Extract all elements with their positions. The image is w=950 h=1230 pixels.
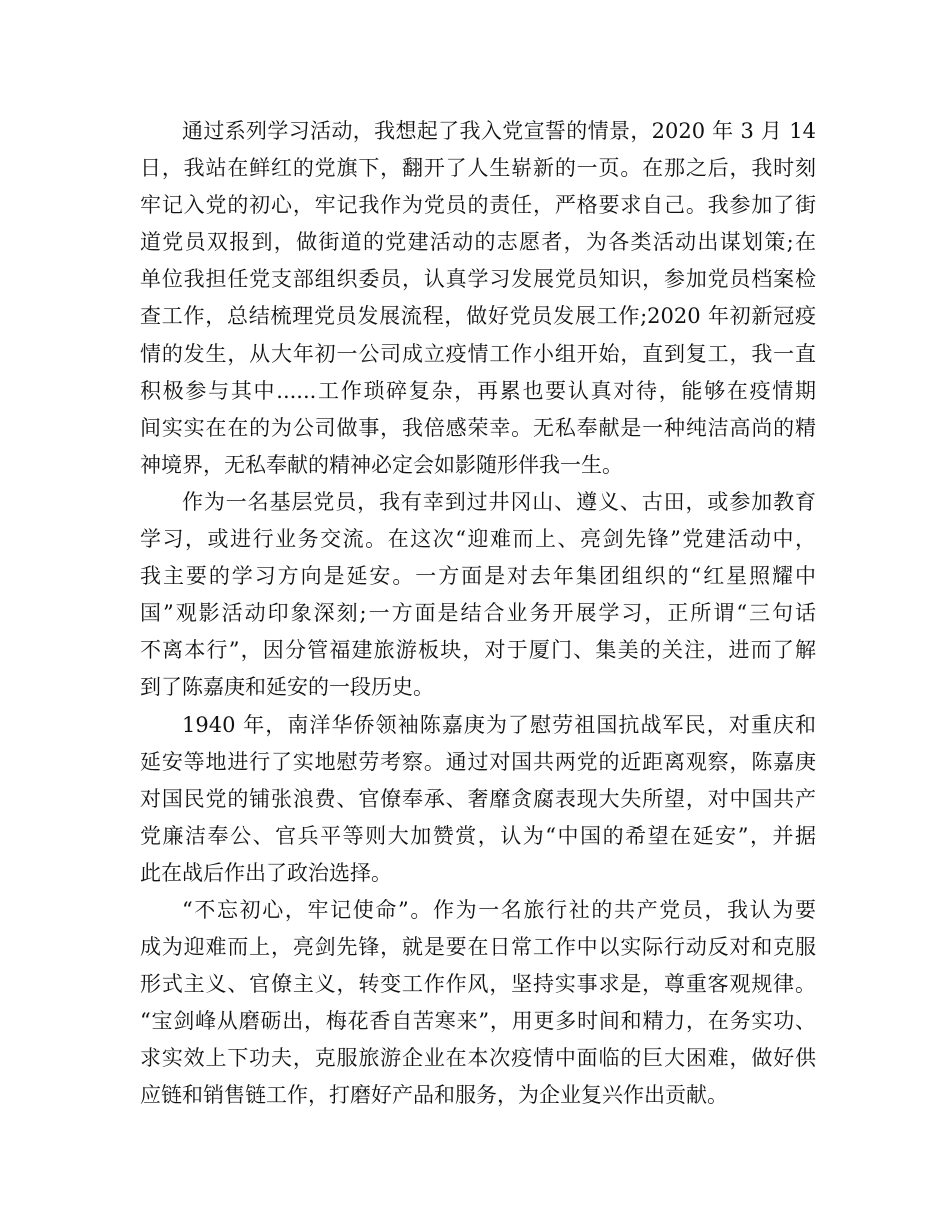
paragraph-1 — [140, 113, 816, 484]
paragraph-4 — [140, 892, 816, 1115]
paragraph-line: 学习，或进行业务交流。在这次“迎难而上、亮剑先锋”党建活动中， — [140, 527, 816, 552]
paragraph-line: 形式主义、官僚主义，转变工作作风，坚持实事求是，尊重客观规律。 — [140, 972, 816, 997]
paragraph-line: 求实效上下功夫，克服旅游企业在本次疫情中面临的巨大困难，做好供 — [140, 1046, 816, 1071]
paragraph-line: 党廉洁奉公、官兵平等则大加赞赏，认为“中国的希望在延安”，并据 — [140, 823, 816, 848]
paragraph-line: 不离本行”，因分管福建旅游板块，对于厦门、集美的关注，进而了解 — [140, 638, 816, 663]
paragraph-2 — [140, 484, 816, 707]
paragraph-line: 应链和销售链工作，打磨好产品和服务，为企业复兴作出贡献。 — [140, 1083, 728, 1108]
paragraph-line: 日，我站在鲜红的党旗下，翻开了人生崭新的一页。在那之后，我时刻 — [140, 156, 816, 181]
paragraph-line: 成为迎难而上，亮剑先锋，就是要在日常工作中以实际行动反对和克服 — [140, 935, 816, 960]
paragraph-line: 牢记入党的初心，牢记我作为党员的责任，严格要求自己。我参加了街 — [140, 193, 816, 218]
paragraph-line: 到了陈嘉庚和延安的一段历史。 — [140, 675, 434, 700]
paragraph-line: 间实实在在的为公司做事，我倍感荣幸。无私奉献是一种纯洁高尚的精 — [140, 415, 816, 440]
paragraph-line: 延安等地进行了实地慰劳考察。通过对国共两党的近距离观察，陈嘉庚 — [140, 749, 816, 774]
paragraph-line: “不忘初心，牢记使命”。作为一名旅行社的共产党员，我认为要 — [182, 897, 816, 922]
paragraph-line: 对国民党的铺张浪费、官僚奉承、奢靡贪腐表现大失所望，对中国共产 — [140, 786, 816, 811]
paragraph-line: 我主要的学习方向是延安。一方面是对去年集团组织的“红星照耀中 — [140, 564, 816, 589]
paragraph-line: “宝剑峰从磨砺出，梅花香自苦寒来”，用更多时间和精力，在务实功、 — [140, 1009, 816, 1034]
paragraph-line: 通过系列学习活动，我想起了我入党宣誓的情景，2020 年 3 月 14 — [182, 119, 816, 143]
paragraph-line: 道党员双报到，做街道的党建活动的志愿者，为各类活动出谋划策;在 — [140, 230, 816, 255]
paragraph-line: 此在战后作出了政治选择。 — [140, 860, 392, 885]
paragraph-line: 积极参与其中......工作琐碎复杂，再累也要认真对待，能够在疫情期 — [140, 378, 816, 403]
paragraph-line: 1940 年，南洋华侨领袖陈嘉庚为了慰劳祖国抗战军民，对重庆和 — [182, 712, 816, 737]
document-body — [140, 113, 816, 1115]
paragraph-line: 情的发生，从大年初一公司成立疫情工作小组开始，直到复工，我一直 — [140, 341, 816, 366]
paragraph-line: 查工作，总结梳理党员发展流程，做好党员发展工作;2020 年初新冠疫 — [140, 304, 816, 329]
paragraph-line: 作为一名基层党员，我有幸到过井冈山、遵义、古田，或参加教育 — [182, 489, 816, 514]
paragraph-3 — [140, 707, 816, 892]
paragraph-line: 神境界，无私奉献的精神必定会如影随形伴我一生。 — [140, 452, 623, 477]
paragraph-line: 国”观影活动印象深刻;一方面是结合业务开展学习，正所谓“三句话 — [140, 601, 816, 626]
paragraph-line: 单位我担任党支部组织委员，认真学习发展党员知识，参加党员档案检 — [140, 267, 816, 292]
